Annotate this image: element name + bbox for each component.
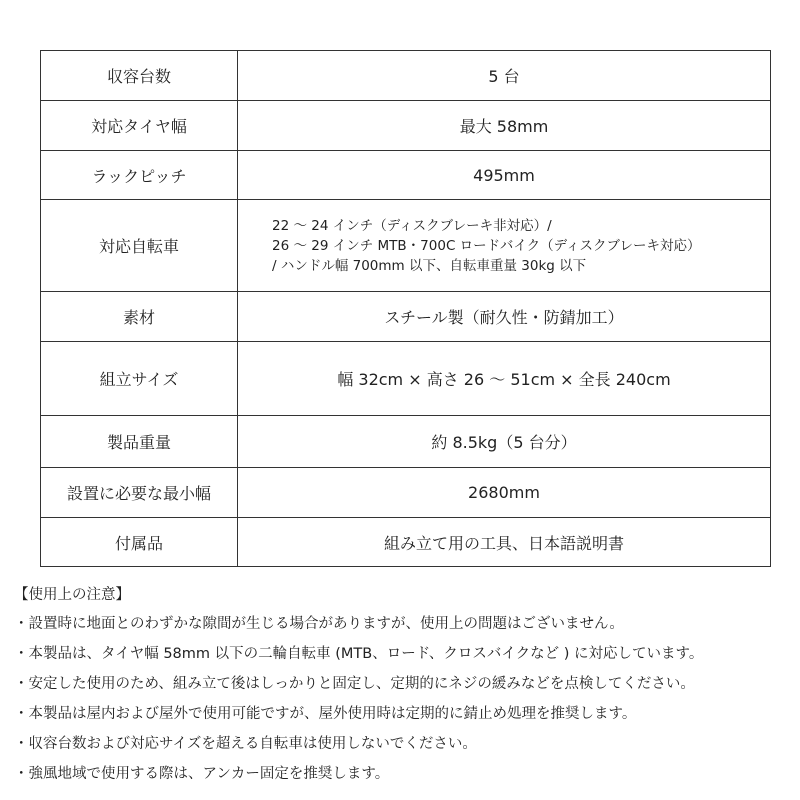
spec-label-compatible-bikes: 対応自転車 — [41, 200, 238, 292]
spec-label-assembled-size: 組立サイズ — [41, 342, 238, 416]
spec-value-rack-pitch: 495mm — [238, 151, 771, 200]
note-item: ・本製品は屋内および屋外で使用可能ですが、屋外使用時は定期的に錆止め処理を推奨します。 — [14, 706, 637, 722]
spec-row-compatible-bikes — [41, 200, 771, 292]
spec-row-rack-pitch — [41, 151, 771, 200]
note-item: ・収容台数および対応サイズを超える自転車は使用しないでください。 — [14, 736, 477, 752]
spec-row-assembled-size — [41, 342, 771, 416]
note-item: ・本製品は、タイヤ幅 58mm 以下の二輪自転車 (MTB、ロード、クロスバイクなど ) に対応しています。 — [14, 646, 704, 662]
spec-row-weight — [41, 416, 771, 468]
spec-row-tire-width — [41, 101, 771, 151]
spec-label-weight: 製品重量 — [41, 416, 238, 468]
spec-label-accessories: 付属品 — [41, 518, 238, 567]
spec-label-rack-pitch: ラックピッチ — [41, 151, 238, 200]
spec-row-accessories — [41, 518, 771, 567]
compatible-bikes-line-3: / ハンドル幅 700mm 以下、自転車重量 30kg 以下 — [272, 257, 587, 274]
spec-value-weight: 約 8.5kg（5 台分） — [238, 416, 771, 468]
spec-table — [40, 50, 771, 567]
compatible-bikes-line-1: 22 ～ 24 インチ（ディスクブレーキ非対応）/ — [272, 217, 552, 234]
note-item: ・設置時に地面とのわずかな隙間が生じる場合がありますが、使用上の問題はございません。 — [14, 616, 624, 632]
note-item: ・安定した使用のため、組み立て後はしっかりと固定し、定期的にネジの緩みなどを点検してください。 — [14, 676, 695, 692]
spec-value-capacity: 5 台 — [238, 51, 771, 101]
spec-label-capacity: 収容台数 — [41, 51, 238, 101]
spec-value-min-width: 2680mm — [238, 468, 771, 518]
spec-label-tire-width: 対応タイヤ幅 — [41, 101, 238, 151]
usage-notes — [14, 582, 794, 789]
spec-label-min-width: 設置に必要な最小幅 — [41, 468, 238, 518]
notes-title: 【使用上の注意】 — [14, 587, 130, 603]
spec-row-min-width — [41, 468, 771, 518]
spec-value-compatible-bikes — [238, 200, 771, 292]
spec-row-material — [41, 292, 771, 342]
spec-value-material: スチール製（耐久性・防錆加工） — [238, 292, 771, 342]
spec-value-tire-width: 最大 58mm — [238, 101, 771, 151]
spec-value-accessories: 組み立て用の工具、日本語説明書 — [238, 518, 771, 567]
note-item: ・強風地域で使用する際は、アンカー固定を推奨します。 — [14, 766, 390, 782]
spec-label-material: 素材 — [41, 292, 238, 342]
compatible-bikes-line-2: 26 ～ 29 インチ MTB・700C ロードバイク（ディスクブレーキ対応） — [272, 237, 701, 254]
spec-value-assembled-size: 幅 32cm × 高さ 26 ～ 51cm × 全長 240cm — [238, 342, 771, 416]
spec-row-capacity — [41, 51, 771, 101]
